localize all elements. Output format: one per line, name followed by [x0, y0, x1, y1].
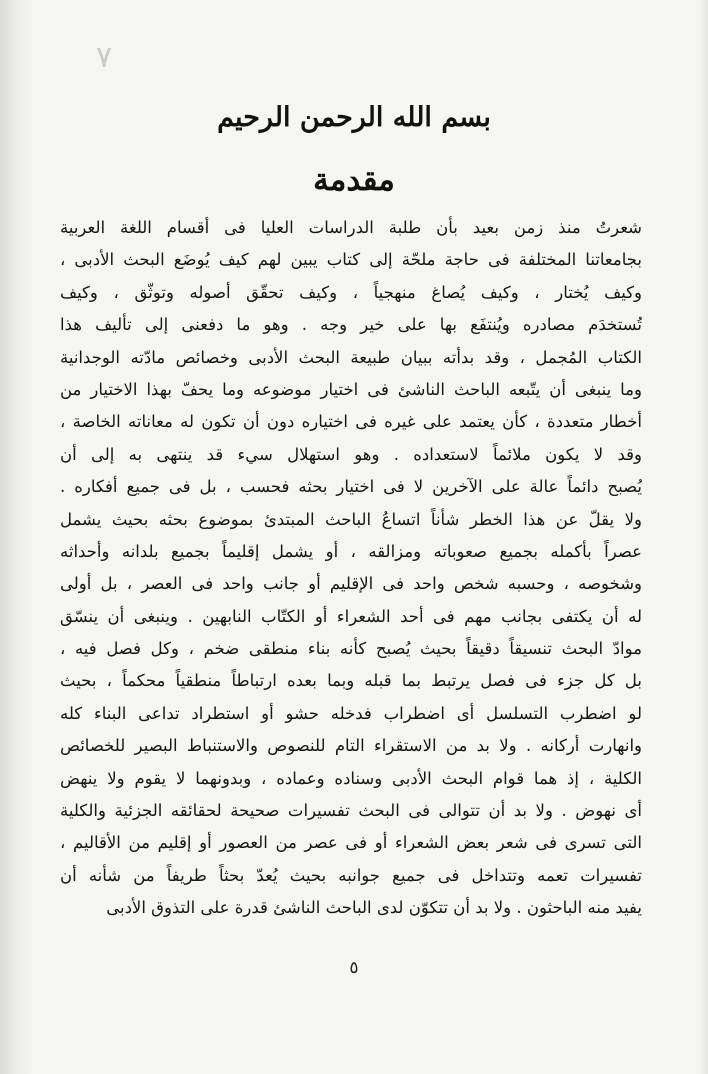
text-line: له أن يكتفى بجانب مهم فى أحد الشعراء أو الكتّاب النابهين . وينبغى أن ينسّق	[60, 606, 642, 626]
body-text	[60, 212, 642, 925]
page-number: ٥	[349, 958, 359, 978]
basmala-heading: بسم الله الرحمن الرحيم	[217, 102, 491, 133]
text-line: وشخوصه ، وحسبه شخص واحد فى الإقليم أو جانب واحد فى العصر ، بل أولى	[60, 574, 642, 594]
text-line: تُستخدَم مصادره ويُنتفَع بها على خير وجه . وهو ما دفعنى إلى تأليف هذا	[60, 315, 642, 335]
text-line: شعرتُ منذ زمن بعيد بأن طلبة الدراسات العليا فى أقسام اللغة العربية	[60, 218, 642, 237]
text-line: بجامعاتنا المختلفة فى حاجة ملحّة إلى كتاب يبين لهم كيف يُوضَع البحث الأدبى ،	[60, 250, 642, 270]
text-line: لو اضطرب التسلسل أى اضطراب فدخله حشو أو استطراد تداعى البناء كله	[60, 703, 642, 723]
text-line: وقد لا يكون ملائماً لاستعداده . وهو استهلال سيء قد ينتهى به إلى أن	[60, 444, 642, 464]
text-line: أى نهوض . ولا بد أن تتوالى فى البحث تفسيرات صحيحة لحقائقه الجزئية والكلية	[60, 801, 642, 821]
text-line: وما ينبغى أن يتّبعه الباحث الناشئ فى اختيار موضوعه وما يحفّ بهذا الاختيار من	[60, 379, 642, 399]
bleed-through-mark: ٧	[96, 40, 113, 75]
text-line: ولا يقلّ عن هذا الخطر شأناً اتساعُ الباحث المبتدئ بموضوع بحثه بحيث يشمل	[60, 509, 642, 529]
text-line: تفسيرات تعمه وتتداخل فى جميع جوانبه بحيث يُعدّ بحثاً طريفاً من شأنه أن	[60, 865, 642, 885]
text-line: الكتاب المُجمل ، وقد بدأته ببيان طبيعة البحث الأدبى وخصائص مادّته الوجدانية	[60, 347, 642, 367]
text-line: أخطار متعددة ، كأن يعتمد على غيره فى اختياره دون أن تكون له معاناته الخاصة ،	[60, 412, 642, 432]
text-line: التى تسرى فى شعر بعض الشعراء أو فى عصر من العصور أو إقليم من الأقاليم ،	[60, 833, 642, 853]
text-line: يفيد منه الباحثون . ولا بد أن تتكوّن لدى الباحث الناشئ قدرة على التذوق الأدبى	[106, 898, 642, 918]
text-line: موادّ البحث تنسيقاً دقيقاً بحيث يُصبح كأنه بناء منطقى ضخم ، وكل فصل فيه ،	[60, 639, 642, 659]
text-line: الكلية ، إذ هما قوام البحث الأدبى وسناده وعماده ، وبدونهما لا يقوم ولا ينهض	[60, 768, 642, 788]
text-line: وانهارت أركانه . ولا بد من الاستقراء التام للنصوص والاستنباط البصير للخصائص	[60, 736, 642, 756]
text-line: يُصبح دائماً عالة على الآخرين لا فى اختيار بحثه فحسب ، بل فى جميع أفكاره .	[60, 477, 642, 497]
text-line: وكيف يُختار ، وكيف يُصاغ منهجياً ، وكيف تحقّق أصوله وتوثّق ، وكيف	[60, 282, 642, 302]
text-line: عصراً بأكمله بجميع صعوباته ومزالقه ، أو يشمل إقليماً بجميع بلدانه وأحداثه	[60, 541, 642, 561]
text-line: بل كل جزء فى فصل يرتبط بما قبله وبما بعده ارتباطاً منطقياً محكماً ، بحيث	[60, 671, 642, 691]
page-title: مقدمة	[313, 162, 395, 198]
